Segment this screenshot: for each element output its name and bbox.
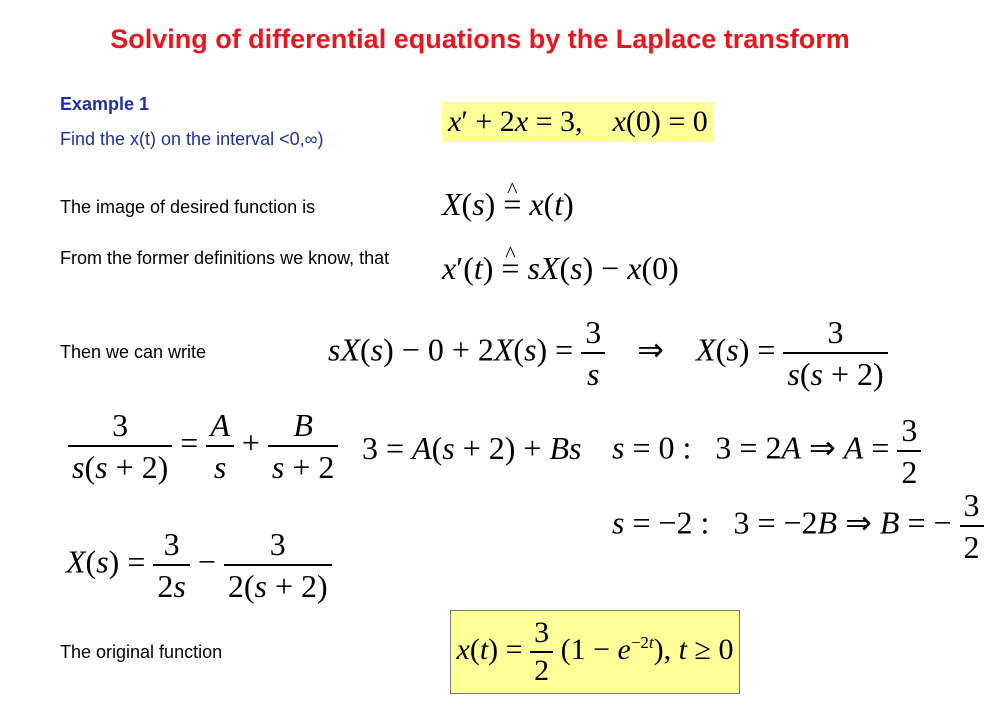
page-title: Solving of differential equations by the Laplace transform — [110, 24, 850, 54]
image-label: The image of desired function is — [60, 197, 316, 217]
ode-equation: x′ + 2x = 3, x(0) = 0 — [442, 102, 714, 142]
derivative-equation: x′(t) = ^ sX(s) − x(0) — [442, 248, 679, 288]
former-label: From the former definitions we know, that — [60, 248, 390, 268]
s-zero-equation: s = 0 : 3 = 2A ⇒ A = $\frac{3}{2}$ — [612, 410, 921, 492]
transformed-equation: sX(s) − 0 + 2X(s) = $\frac{3}{s}$ ⇒ X(s) = $\frac{3}{s(s + 2)}$ — [328, 312, 888, 394]
image-equation: X(s) = ^ x(t) — [442, 184, 574, 224]
write-label: Then we can write — [60, 342, 207, 362]
example-heading: Example 1 — [60, 94, 150, 114]
decomposed-image-equation: X(s) = $\frac{3}{2s}$ − $\frac{3}{2(s + 2)}$ — [66, 524, 332, 606]
s-minus-two-equation: s = −2 : 3 = −2B ⇒ B = − $\frac{3}{2}$ — [612, 485, 984, 567]
solution-equation: x(t) = $\frac{3}{2}$ $(1 - e^{-2t})$, t ≥ 0 — [450, 610, 740, 694]
original-label: The original function — [60, 642, 223, 662]
example-task: Find the x(t) on the interval <0,∞) — [60, 129, 324, 149]
coefficient-equation: 3 = A(s + 2) + Bs — [362, 430, 582, 466]
partial-fraction-equation: $\frac{3}{s(s + 2)}$ = $\frac{A}{s}$ + $\frac{B}{s + 2}$ — [68, 405, 338, 487]
